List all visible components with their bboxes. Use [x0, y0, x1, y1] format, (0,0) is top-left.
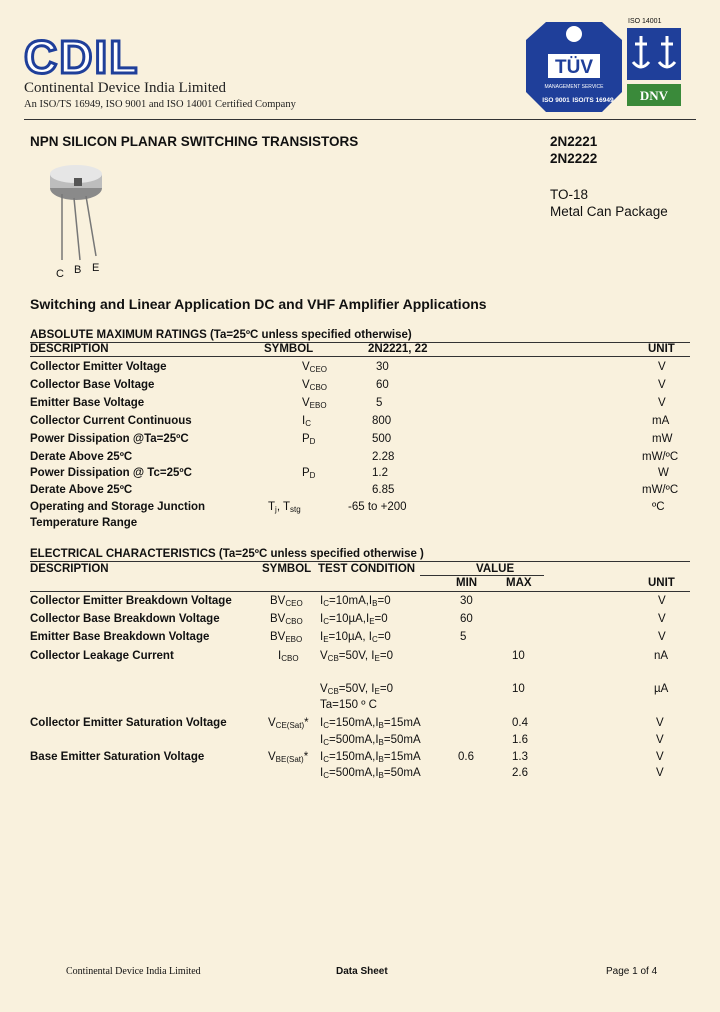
pin-c-label: C — [56, 268, 64, 280]
row-description: Collector Base Breakdown Voltage — [30, 613, 220, 625]
pin-b-label: B — [74, 264, 82, 276]
abs-max-row — [30, 397, 690, 414]
header-divider — [24, 119, 696, 120]
vbe-sat-row-2: $I_C=500mA,I_B=50mA$ 2.6 V — [320, 767, 664, 780]
vce-sat-row-1: Collector Emitter Saturation Voltage $V_{CE(Sat)}*$ $I_C=150mA,I_B=15mA$ 0.4 V — [30, 717, 664, 730]
row-description: Operating and Storage Junction — [30, 501, 206, 513]
abs-max-header — [30, 343, 690, 360]
cdil-logo: CDIL — [24, 31, 140, 83]
row-unit: V — [658, 397, 666, 409]
row-unit: V — [658, 379, 666, 391]
col-value: VALUE — [476, 563, 515, 575]
row-symbol: $V_{CEO}$ — [302, 361, 328, 374]
row-symbol: $P_D$ — [302, 433, 316, 446]
row-description: Collector Emitter Voltage — [30, 361, 167, 373]
row-unit: mW/ºC — [642, 451, 679, 463]
row-min: 60 — [460, 613, 473, 625]
row-value: 30 — [376, 361, 389, 373]
certification-text: An ISO/TS 16949, ISO 9001 and ISO 14001 Certified Company — [24, 99, 296, 110]
abs-max-row — [30, 379, 690, 396]
row-symbol: $T_j$, $T_{stg}$ — [268, 501, 301, 514]
row-test-condition: $I_C=10\mu A,I_E=0$ — [320, 613, 388, 626]
row-description: Power Dissipation @ Tc=25ºC — [30, 467, 192, 479]
col-symbol: SYMBOL — [264, 343, 314, 355]
row-unit: V — [658, 361, 666, 373]
row-value: -65 to +200 — [348, 501, 407, 513]
row-symbol: $V_{EBO}$ — [302, 397, 327, 410]
row-unit: mA — [652, 415, 670, 427]
row-unit: mW/ºC — [642, 484, 679, 496]
row-min: 5 — [460, 631, 467, 643]
elec-row — [30, 595, 690, 612]
footer-datasheet: Data Sheet — [336, 966, 388, 977]
part-number-2: 2N2222 — [550, 151, 598, 166]
row-value: 1.2 — [372, 467, 388, 479]
product-title: NPN SILICON PLANAR SWITCHING TRANSISTORS — [30, 134, 359, 149]
col-description: DESCRIPTION — [30, 563, 109, 575]
row-unit: V — [658, 595, 666, 607]
divider — [30, 591, 690, 592]
row-unit: mW — [652, 433, 673, 445]
row-description: Collector Current Continuous — [30, 415, 192, 427]
row-value: 5 — [376, 397, 383, 409]
dnv-certification-badge — [627, 28, 681, 108]
abs-max-row — [30, 415, 690, 432]
col-max: MAX — [506, 577, 532, 589]
elec-title: ELECTRICAL CHARACTERISTICS (Ta=25ºC unless specified otherwise ) — [30, 548, 424, 560]
tuv-sub: MANAGEMENT SERVICE — [544, 84, 604, 90]
row-min: 30 — [460, 595, 473, 607]
col-symbol: SYMBOL — [262, 563, 312, 575]
to18-package-illustration — [28, 160, 118, 270]
dnv-iso-label: ISO 14001 — [628, 18, 662, 25]
row-symbol: $BV_{CBO}$ — [270, 613, 303, 626]
row-symbol: $P_D$ — [302, 467, 316, 480]
row-test-condition: $I_C=10mA,I_B=0$ — [320, 595, 391, 608]
col-description: DESCRIPTION — [30, 343, 109, 355]
row-max: 10 — [512, 650, 525, 662]
col-unit: UNIT — [648, 343, 675, 355]
row-unit: ºC — [652, 501, 665, 513]
row-unit: nA — [654, 650, 669, 662]
value-underline — [420, 575, 544, 576]
row-value: 60 — [376, 379, 389, 391]
tuv-label: TÜV — [555, 57, 593, 78]
abs-max-row — [30, 451, 690, 468]
abs-max-title: ABSOLUTE MAXIMUM RATINGS (Ta=25ºC unless specified otherwise) — [30, 329, 412, 341]
row-description: Power Dissipation @Ta=25ºC — [30, 433, 189, 445]
company-name: Continental Device India Limited — [24, 80, 227, 96]
dnv-label: DNV — [639, 88, 669, 103]
col-min: MIN — [456, 577, 478, 589]
vce-sat-row-2: $I_C=500mA,I_B=50mA$ 1.6 V — [320, 734, 664, 747]
elec-row — [30, 650, 690, 667]
row-description: Collector Leakage Current — [30, 650, 174, 662]
row-description: Emitter Base Breakdown Voltage — [30, 631, 210, 643]
row-value: 800 — [372, 415, 392, 427]
col-test-condition: TEST CONDITION — [318, 563, 416, 575]
row-description: Derate Above 25ºC — [30, 484, 133, 496]
applications-text: Switching and Linear Application DC and VHF Amplifier Applications — [30, 296, 487, 312]
row-test-condition: $I_E=10\mu A$, $I_C=0$ — [320, 631, 391, 644]
tuv-iso1: ISO 9001 — [542, 97, 570, 104]
row-symbol: $BV_{EBO}$ — [270, 631, 303, 644]
elec-row — [30, 613, 690, 630]
row-description: Emitter Base Voltage — [30, 397, 145, 409]
abs-max-row-cont: Temperature Range — [30, 517, 138, 529]
footer-company: Continental Device India Limited — [66, 966, 201, 977]
abs-max-row — [30, 433, 690, 450]
row-unit: V — [658, 613, 666, 625]
col-unit: UNIT — [648, 577, 675, 589]
row-symbol: $I_{CBO}$ — [278, 650, 299, 663]
col-value: 2N2221, 22 — [368, 343, 428, 355]
row-value: 500 — [372, 433, 392, 445]
leakage-temp-row: Ta=150 º C — [320, 699, 377, 711]
row-value: 2.28 — [372, 451, 395, 463]
leakage-row-2: $V_{CB}=50V$, $I_E=0$ 10 µA — [320, 683, 669, 696]
row-symbol: $V_{CBO}$ — [302, 379, 328, 392]
row-value: 6.85 — [372, 484, 395, 496]
pin-e-label: E — [92, 262, 100, 274]
vbe-sat-row-1: Base Emitter Saturation Voltage $V_{BE(Sat)}*$ $I_C=150mA,I_B=15mA$ 0.6 1.3 V — [30, 751, 664, 764]
abs-max-row — [30, 361, 690, 378]
abs-max-row — [30, 501, 690, 518]
elec-row — [30, 631, 690, 648]
footer-page: Page 1 of 4 — [606, 966, 658, 977]
tuv-certification-badge — [526, 22, 622, 112]
row-symbol: $I_C$ — [302, 415, 311, 428]
abs-max-row — [30, 484, 690, 501]
row-unit: V — [658, 631, 666, 643]
row-description: Collector Base Voltage — [30, 379, 155, 391]
package-description: Metal Can Package — [550, 204, 668, 219]
row-unit: W — [658, 467, 669, 479]
divider — [30, 561, 690, 562]
abs-max-row — [30, 467, 690, 484]
package-type: TO-18 — [550, 187, 589, 202]
row-symbol: $BV_{CEO}$ — [270, 595, 303, 608]
row-test-condition: $V_{CB}=50V$, $I_E=0$ — [320, 650, 393, 663]
divider — [30, 356, 690, 357]
row-description: Collector Emitter Breakdown Voltage — [30, 595, 232, 607]
row-description: Derate Above 25ºC — [30, 451, 133, 463]
tuv-iso2: ISO/TS 16949 — [572, 97, 614, 104]
part-number-1: 2N2221 — [550, 134, 598, 149]
